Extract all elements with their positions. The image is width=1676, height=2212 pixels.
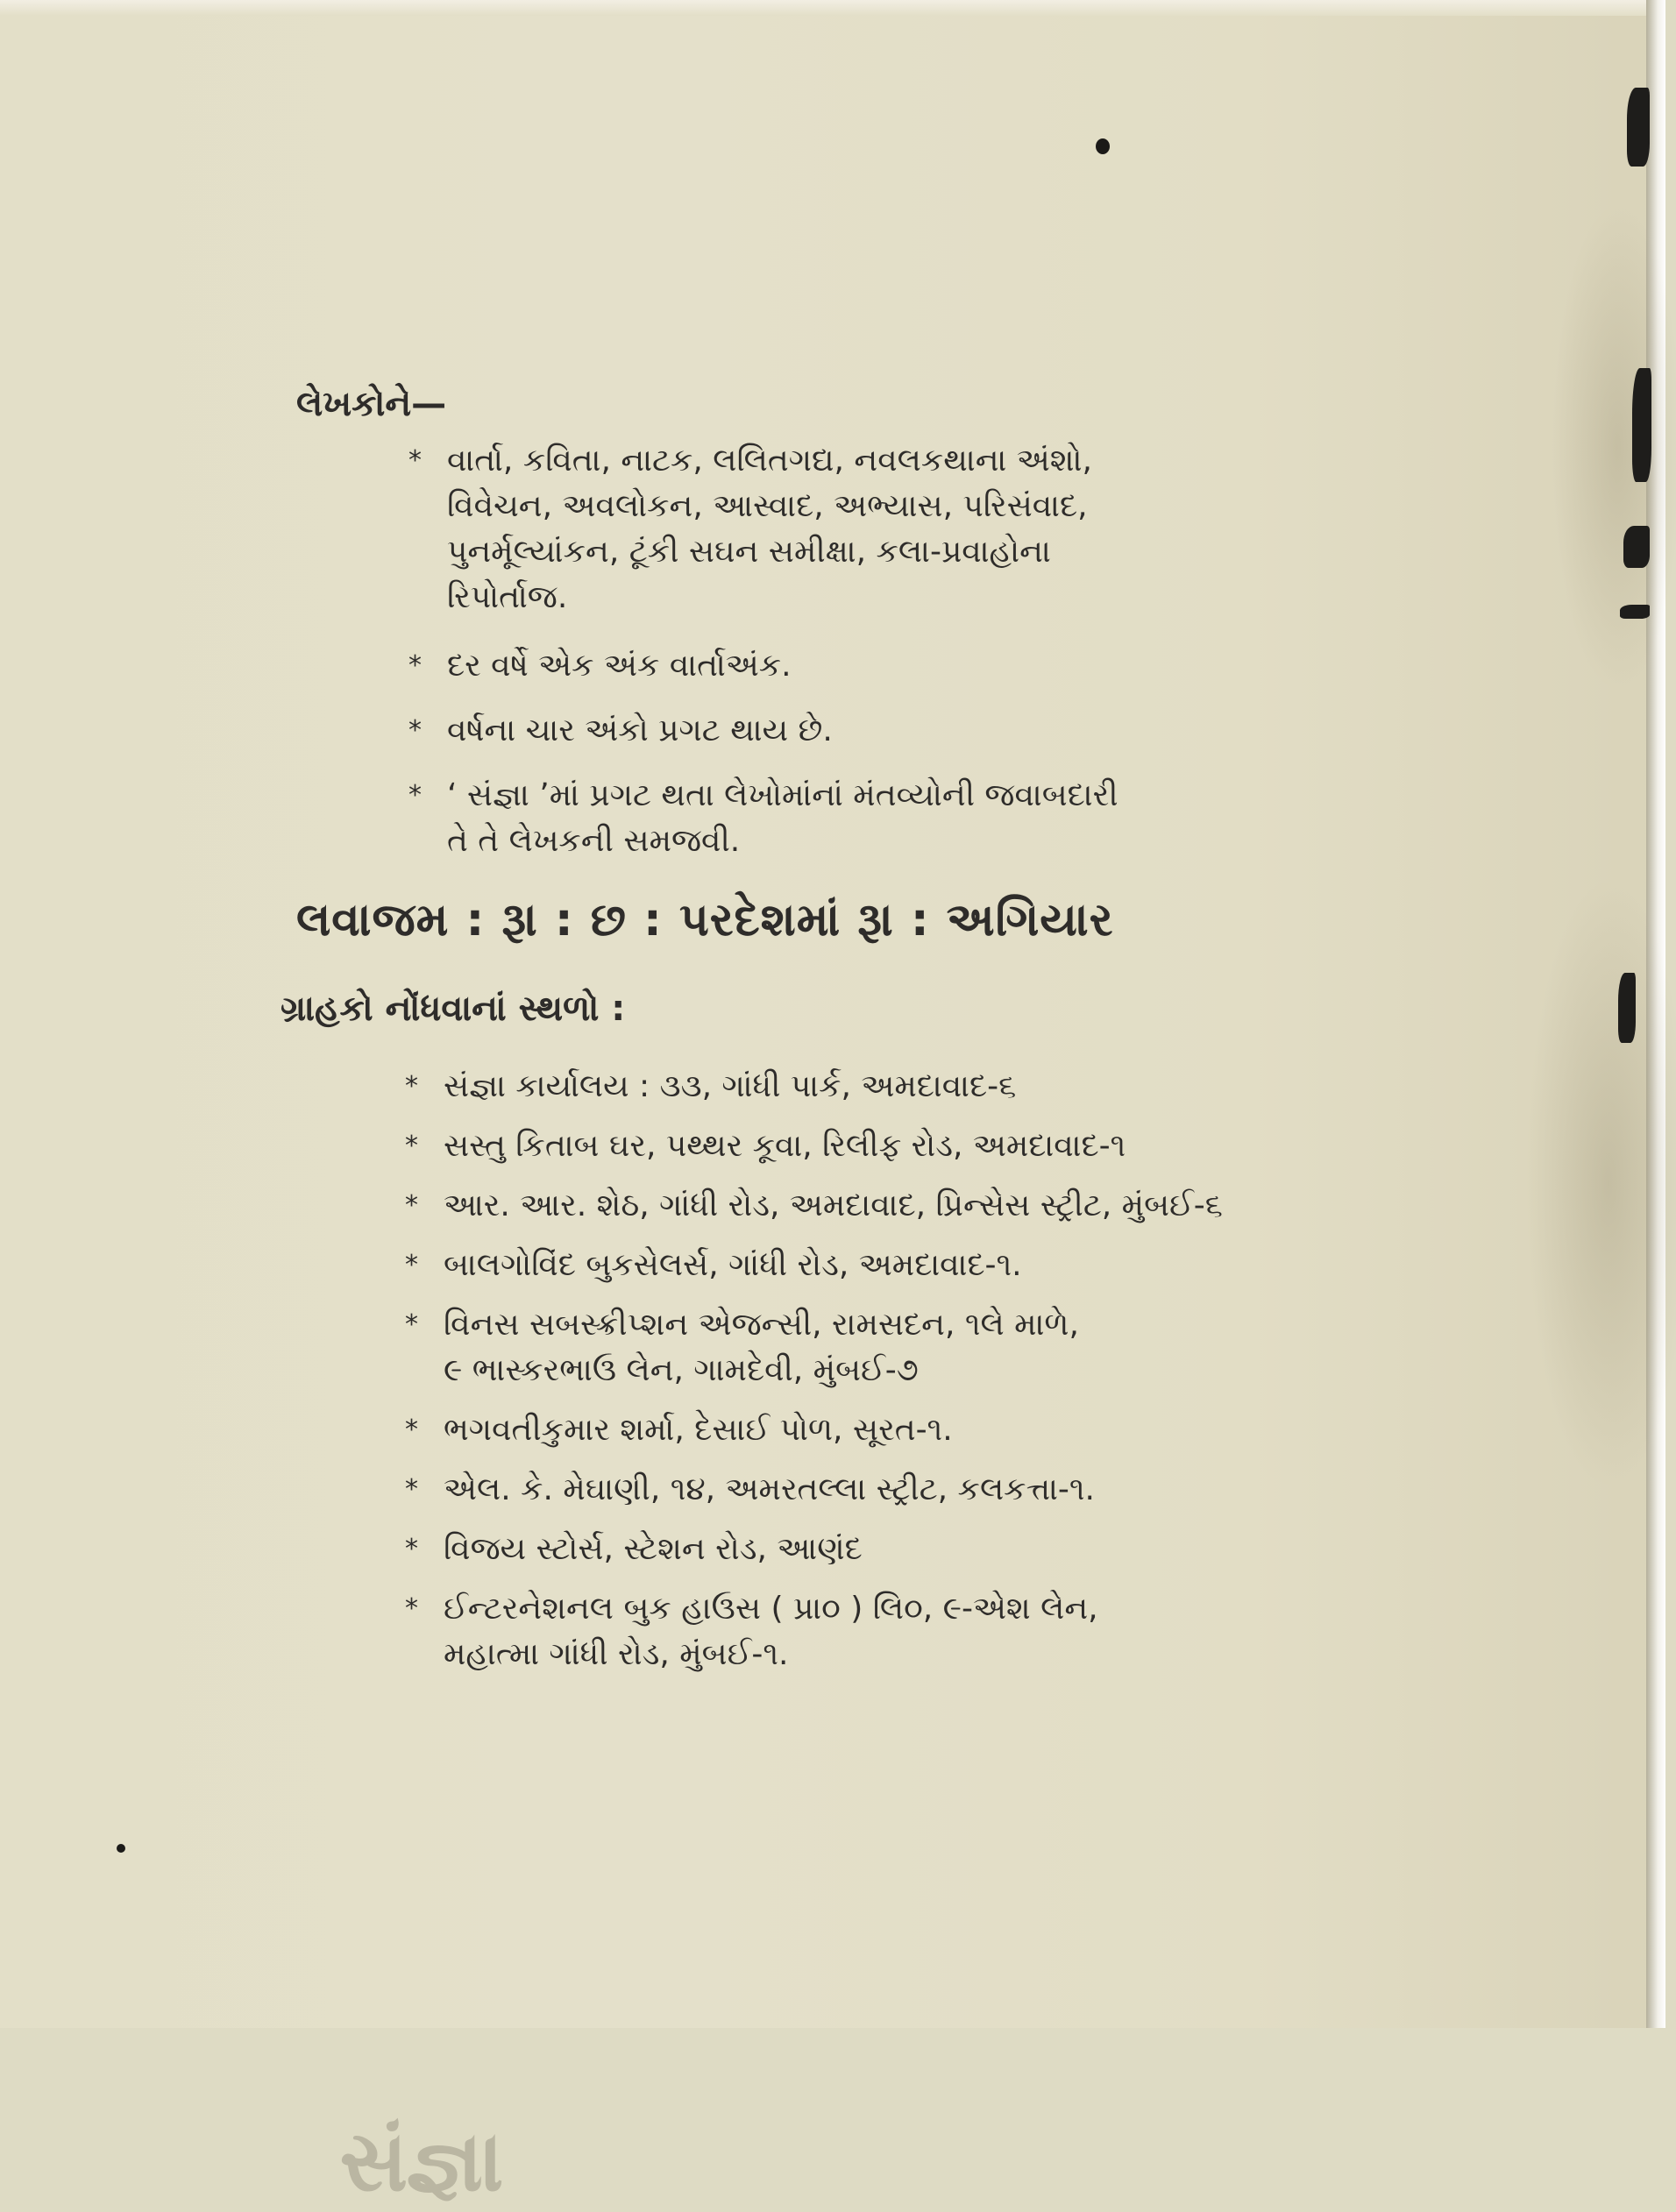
- subscription-rate: લવાજમ : રૂા : છ : પરદેશમાં રૂા : અગિયાર: [296, 894, 1114, 946]
- bullet-asterisk: *: [405, 1414, 418, 1445]
- list-item: [405, 1527, 1223, 1572]
- list-item: [405, 1302, 1223, 1393]
- item-line: ઈન્ટરનેશનલ બુક હાઉસ ( પ્રા૦ ) લિ૦, ૯-એશ લેન,: [444, 1591, 1098, 1627]
- bullet-asterisk: *: [405, 1071, 418, 1102]
- list-item: [408, 708, 1119, 754]
- writers-list: [408, 438, 1119, 864]
- item-line: રિપોર્તાજ.: [447, 579, 568, 615]
- subscribers-heading: ગ્રાહકો નોંધવાનાં સ્થળો :: [281, 989, 626, 1029]
- item-line: વિજય સ્ટોર્સ, સ્ટેશન રોડ, આણંદ: [444, 1531, 863, 1567]
- page-right-edge: [1646, 0, 1665, 2028]
- item-line: ૯ ભાસ્કરભાઉ લેન, ગામદેવી, મુંબઈ-૭: [444, 1352, 919, 1388]
- item-line: ‘ સંજ્ઞા ’માં પ્રગટ થતા લેખોમાંનાં મંતવ્યોની જવાબદારી: [447, 777, 1119, 813]
- page-dot-mark: [117, 1844, 125, 1853]
- list-item: [408, 438, 1119, 620]
- logo-text: સંજ્ઞા: [339, 2112, 502, 2210]
- list-item: [408, 643, 1119, 689]
- writers-heading: લેખકોને—: [296, 384, 447, 424]
- bullet-asterisk: *: [408, 715, 422, 746]
- bullet-asterisk: *: [408, 445, 422, 476]
- bullet-asterisk: *: [405, 1250, 418, 1280]
- bullet-asterisk: *: [405, 1593, 418, 1624]
- bullet-asterisk: *: [408, 780, 422, 811]
- item-line: વર્ષના ચાર અંકો પ્રગટ થાય છે.: [447, 713, 833, 748]
- page-edge-damage: [1632, 368, 1651, 482]
- subscriber-locations-list: [405, 1064, 1223, 1677]
- item-line: સસ્તુ કિતાબ ઘર, પથ્થર કૂવા, રિલીફ રોડ, અમદાવાદ-૧: [444, 1128, 1126, 1164]
- bullet-asterisk: *: [405, 1190, 418, 1221]
- item-line: એલ. કે. મેઘાણી, ૧૪, અમરતલ્લા સ્ટ્રીટ, કલકત્તા-૧.: [444, 1471, 1095, 1507]
- list-item: [405, 1243, 1223, 1288]
- page-edge-damage: [1620, 605, 1650, 619]
- page-edge-damage: [1623, 526, 1650, 568]
- list-item: [405, 1467, 1223, 1513]
- item-line: સંજ્ઞા કાર્યાલય : ૩૩, ગાંધી પાર્ક, અમદાવાદ-૬: [444, 1068, 1017, 1104]
- item-line: વિવેચન, અવલોકન, આસ્વાદ, અભ્યાસ, પરિસંવાદ,: [447, 488, 1088, 524]
- item-line: દર વર્ષે એક અંક વાર્તાઅંક.: [447, 648, 792, 684]
- item-line: આર. આર. શેઠ, ગાંધી રોડ, અમદાવાદ, પ્રિન્સેસ સ્ટ્રીટ, મુંબઈ-૬: [444, 1188, 1223, 1223]
- bullet-asterisk: *: [408, 650, 422, 681]
- item-line: ભગવતીકુમાર શર્મા, દેસાઈ પોળ, સૂરત-૧.: [444, 1412, 953, 1448]
- page-edge-damage: [1618, 973, 1636, 1043]
- item-line: મહાત્મા ગાંધી રોડ, મુંબઈ-૧.: [444, 1636, 789, 1672]
- list-item: [405, 1407, 1223, 1453]
- item-line: વિનસ સબસ્ક્રીપ્શન એજન્સી, રામસદન, ૧લે માળે,: [444, 1307, 1079, 1343]
- bullet-asterisk: *: [405, 1474, 418, 1505]
- item-line: પુનર્મૂલ્યાંકન, ટૂંકી સઘન સમીક્ષા, કલા-પ્રવાહોના: [447, 534, 1051, 570]
- list-item: [405, 1586, 1223, 1677]
- item-line: વાર્તા, કવિતા, નાટક, લલિતગદ્ય, નવલકથાના અંશો,: [447, 443, 1092, 479]
- bullet-asterisk: *: [405, 1309, 418, 1340]
- list-item: [405, 1183, 1223, 1229]
- list-item: [408, 773, 1119, 864]
- list-item: [405, 1064, 1223, 1110]
- item-line: બાલગોવિંદ બુકસેલર્સ, ગાંધી રોડ, અમદાવાદ-૧.: [444, 1247, 1022, 1283]
- bullet-asterisk: *: [405, 1534, 418, 1564]
- page-edge-damage: [1627, 88, 1650, 167]
- page-dot-mark: [1096, 138, 1110, 154]
- bullet-asterisk: *: [405, 1131, 418, 1161]
- sangna-logo-watermark: [316, 2114, 526, 2210]
- item-line: તે તે લેખકની સમજવી.: [447, 823, 741, 859]
- page-top-edge: [0, 0, 1665, 16]
- list-item: [405, 1124, 1223, 1169]
